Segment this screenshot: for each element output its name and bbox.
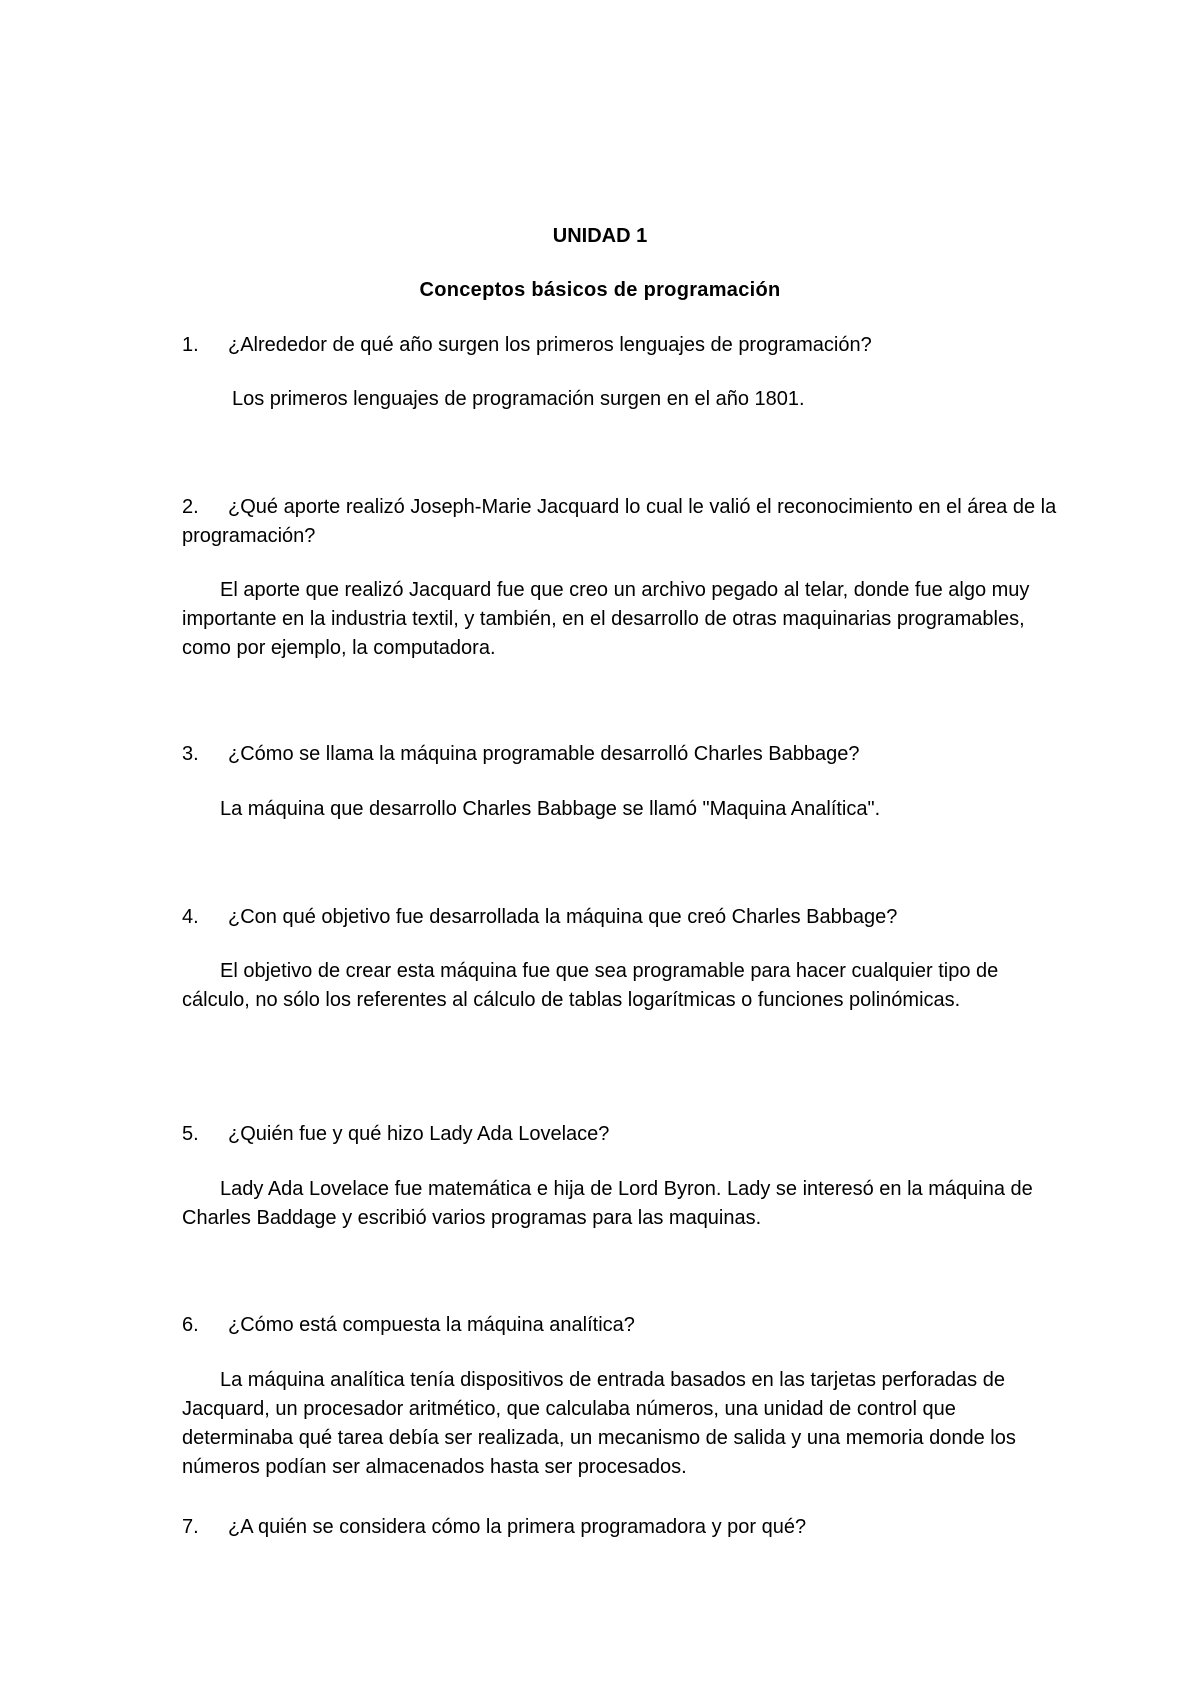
question-text: ¿Quién fue y qué hizo Lady Ada Lovelace?: [228, 1123, 610, 1145]
question-number: 5.: [182, 1123, 199, 1145]
question-5: [182, 1120, 609, 1149]
question-text: ¿Con qué objetivo fue desarrollada la máquina que creó Charles Babbage?: [228, 906, 898, 928]
question-text: ¿Cómo se llama la máquina programable desarrolló Charles Babbage?: [228, 743, 860, 765]
question-number: 3.: [182, 743, 199, 765]
question-text: ¿Qué aporte realizó Joseph-Marie Jacquard lo cual le valió el reconocimiento en el área de la programación?: [182, 496, 1057, 547]
question-number: 2.: [182, 496, 199, 518]
answer-4: [182, 957, 1062, 1015]
question-number: 7.: [182, 1516, 199, 1538]
answer-text: La máquina analítica tenía dispositivos de entrada basados en las tarjetas perforadas de Jacquard, un procesador aritmético, que calculaba números, una unidad de control que determinaba qué tarea debía ser realizada, un mecanismo de salida y una memoria donde los números podían ser almacenados hasta ser procesados.: [182, 1369, 1016, 1478]
question-3: [182, 740, 859, 769]
answer-text: La máquina que desarrollo Charles Babbage se llamó "Maquina Analítica".: [220, 798, 881, 820]
question-number: 6.: [182, 1314, 199, 1336]
question-text: ¿A quién se considera cómo la primera programadora y por qué?: [228, 1516, 807, 1538]
answer-1: [182, 385, 1062, 414]
question-1: [182, 331, 872, 360]
question-text: ¿Alrededor de qué año surgen los primeros lenguajes de programación?: [228, 334, 872, 356]
answer-6: [182, 1366, 1062, 1482]
question-number: 4.: [182, 906, 199, 928]
answer-text: El objetivo de crear esta máquina fue que sea programable para hacer cualquier tipo de cálculo, no sólo los referentes al cálculo de tablas logarítmicas o funciones polinómicas.: [182, 960, 999, 1011]
answer-5: [182, 1175, 1062, 1233]
question-2: [182, 493, 1062, 551]
page-subtitle: Conceptos básicos de programación: [419, 279, 781, 301]
answer-text: Los primeros lenguajes de programación surgen en el año 1801.: [232, 388, 805, 410]
answer-3: [182, 795, 1062, 824]
question-4: [182, 903, 897, 932]
question-number: 1.: [182, 334, 199, 356]
question-6: [182, 1311, 635, 1340]
answer-2: [182, 576, 1062, 663]
answer-text: El aporte que realizó Jacquard fue que creo un archivo pegado al telar, donde fue algo muy importante en la industria textil, y también, en el desarrollo de otras maquinarias programables, como por ejemplo, la computadora.: [182, 579, 1030, 659]
question-text: ¿Cómo está compuesta la máquina analítica?: [228, 1314, 635, 1336]
question-7: [182, 1513, 806, 1542]
unit-title: UNIDAD 1: [552, 225, 648, 247]
answer-text: Lady Ada Lovelace fue matemática e hija de Lord Byron. Lady se interesó en la máquina de Charles Baddage y escribió varios programas para las maquinas.: [182, 1178, 1033, 1229]
